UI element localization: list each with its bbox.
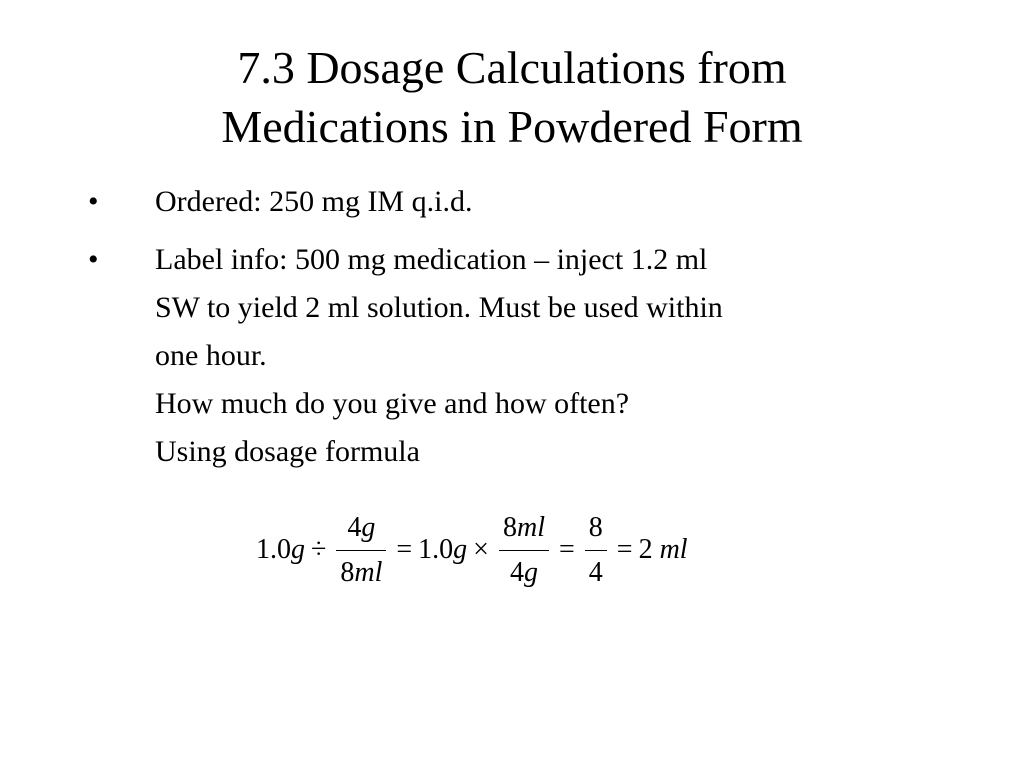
eq-fraction-1-num-unit: g bbox=[361, 511, 376, 543]
eq-fraction-3-numerator: 8 bbox=[588, 511, 603, 543]
eq-fraction-1-denominator bbox=[336, 555, 386, 591]
eq-fraction-1-den-unit: ml bbox=[354, 556, 383, 588]
eq-fraction-3-denominator: 4 bbox=[588, 556, 603, 588]
eq-times-sign: × bbox=[473, 534, 489, 565]
eq-fraction-2-denominator bbox=[506, 555, 542, 591]
eq-fraction-bar bbox=[336, 550, 386, 551]
eq-fraction-1-numerator bbox=[343, 510, 379, 546]
bullet-ordered bbox=[88, 178, 948, 226]
eq-fraction-2-den-value: 4 bbox=[509, 556, 524, 588]
bullet-line: SW to yield 2 ml solution. Must be used within bbox=[155, 291, 723, 324]
bullet-line: one hour. bbox=[155, 339, 267, 372]
eq-mid-unit: g bbox=[453, 534, 468, 565]
eq-equals-sign-3: = bbox=[616, 534, 633, 565]
eq-mid-value: 1.0 bbox=[418, 534, 454, 565]
eq-fraction-1-den-value: 8 bbox=[340, 556, 355, 588]
eq-fraction-bar bbox=[585, 550, 607, 551]
bullet-list bbox=[88, 178, 948, 486]
title-line-1: 7.3 Dosage Calculations from bbox=[237, 42, 787, 93]
eq-fraction-2-den-unit: g bbox=[523, 556, 538, 588]
eq-fraction-1-num-value: 4 bbox=[347, 511, 362, 543]
bullet-line: Label info: 500 mg medication – inject 1.2 ml bbox=[155, 243, 708, 276]
dosage-equation bbox=[256, 505, 688, 595]
eq-fraction-2-numerator bbox=[499, 510, 549, 546]
eq-fraction-2-num-unit: ml bbox=[516, 511, 545, 543]
bullet-text bbox=[155, 236, 948, 476]
bullet-marker: • bbox=[88, 243, 99, 276]
eq-lhs-value: 1.0 bbox=[256, 534, 291, 565]
bullet-line: Using dosage formula bbox=[155, 435, 420, 468]
eq-equals-sign-2: = bbox=[558, 534, 575, 565]
eq-result-unit: ml bbox=[659, 534, 688, 565]
bullet-label-info bbox=[88, 236, 948, 476]
slide-title bbox=[60, 38, 964, 156]
eq-result-value: 2 bbox=[638, 534, 653, 565]
title-line-2: Medications in Powdered Form bbox=[221, 101, 803, 152]
eq-divide-sign: ÷ bbox=[311, 534, 327, 565]
eq-lhs-unit: g bbox=[291, 534, 305, 565]
bullet-line: Ordered: 250 mg IM q.i.d. bbox=[155, 185, 473, 218]
bullet-text bbox=[155, 178, 948, 226]
eq-fraction-1 bbox=[336, 510, 386, 591]
eq-fraction-bar bbox=[499, 550, 549, 551]
eq-fraction-2 bbox=[499, 510, 549, 591]
bullet-line: How much do you give and how often? bbox=[155, 387, 630, 420]
bullet-marker: • bbox=[88, 185, 99, 218]
eq-fraction-3 bbox=[585, 510, 607, 591]
eq-fraction-2-num-value: 8 bbox=[502, 511, 517, 543]
eq-equals-sign-1: = bbox=[396, 534, 413, 565]
